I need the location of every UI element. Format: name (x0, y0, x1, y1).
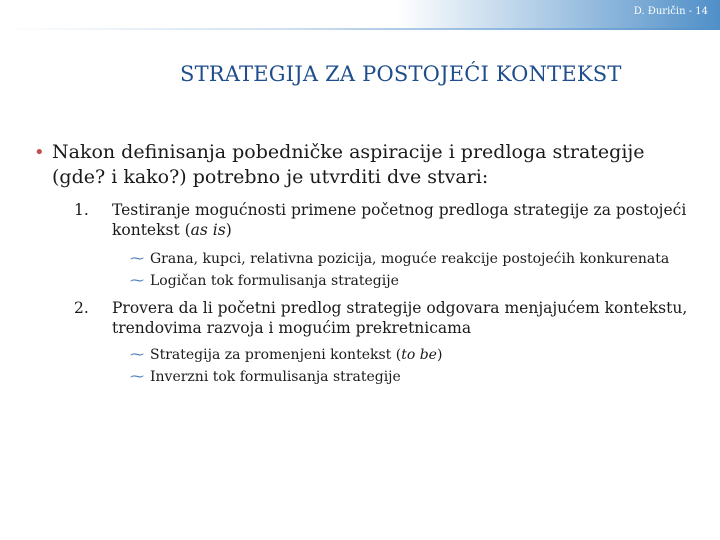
numbered-item-1 (74, 200, 694, 240)
wave-bullet-icon: ⁓ (130, 347, 144, 363)
author-page-tag: D. Đuričin - 14 (633, 6, 708, 17)
wave-bullet-icon: ⁓ (130, 251, 144, 267)
sub-item-text: Inverzni tok formulisanja strategije (150, 369, 401, 385)
header-bar (0, 0, 720, 28)
item-text: Testiranje mogućnosti primene početnog predloga strategije za postojeći kontekst (as is) (112, 201, 687, 239)
header-line (0, 28, 720, 30)
item-number: 1. (74, 201, 89, 219)
numbered-item-2 (74, 298, 694, 338)
wave-bullet-icon: ⁓ (130, 273, 144, 289)
slide-content (34, 140, 694, 386)
sub-item (130, 250, 694, 268)
sub-item-text: Strategija za promenjeni kontekst (to be) (150, 347, 443, 363)
main-bullet (34, 140, 694, 190)
sub-item (130, 346, 694, 364)
round-bullet-icon: • (34, 142, 45, 163)
sub-item (130, 272, 694, 290)
sub-item-text: Logičan tok formulisanja strategije (150, 273, 399, 289)
item-number: 2. (74, 299, 89, 317)
wave-bullet-icon: ⁓ (130, 369, 144, 385)
sub-item (130, 368, 694, 386)
slide-title: STRATEGIJA ZA POSTOJEĆI KONTEKST (180, 62, 622, 86)
item-text: Provera da li početni predlog strategije odgovara menjajućem kontekstu, trendovima razvoja i mogućim prekretnicama (112, 299, 688, 337)
sub-item-text: Grana, kupci, relativna pozicija, moguće reakcije postojećih konkurenata (150, 251, 670, 267)
main-bullet-text: Nakon definisanja pobedničke aspiracije i predloga strategije (gde? i kako?) potrebno je utvrditi dve stvari: (52, 141, 645, 188)
